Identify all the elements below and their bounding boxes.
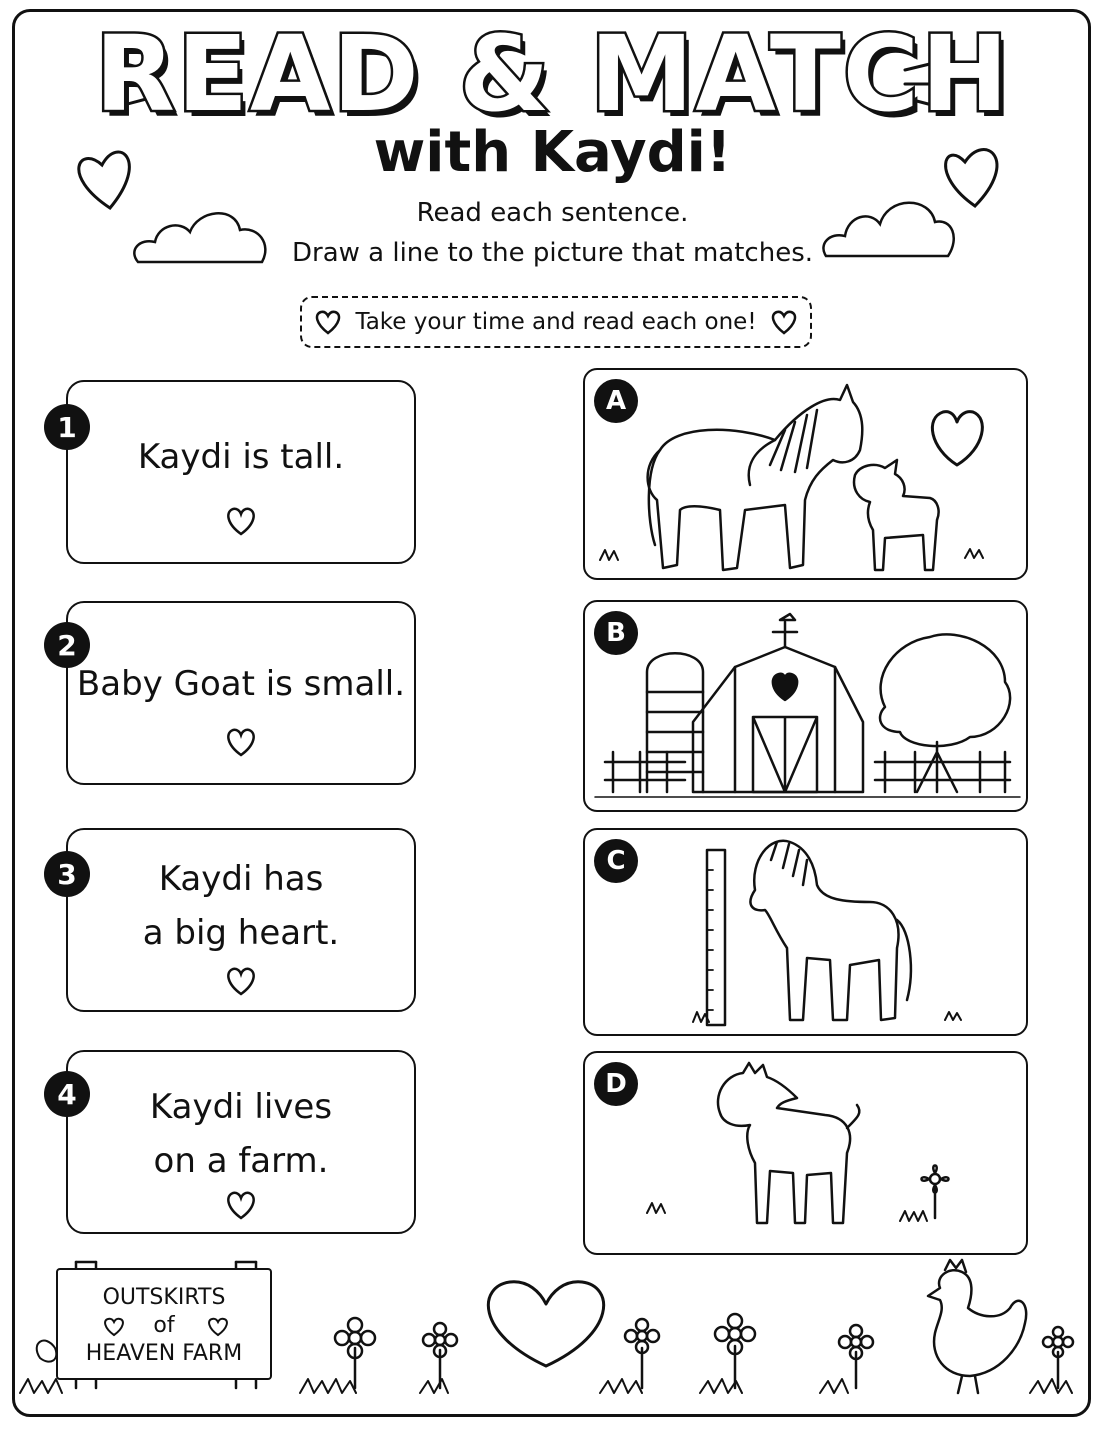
heart-icon [488, 1282, 603, 1366]
heart-icon [102, 1316, 126, 1338]
flower-icon [335, 1318, 375, 1388]
number-badge-4: 4 [44, 1071, 90, 1117]
picture-card-c[interactable] [583, 828, 1028, 1036]
baby-goat-icon [585, 1053, 1028, 1255]
flower-icon [1043, 1327, 1073, 1388]
sentence-text: a big heart. [142, 913, 340, 953]
heart-icon [223, 504, 259, 538]
letter-badge-a: A [594, 379, 638, 423]
picture-card-a[interactable] [583, 368, 1028, 580]
number-badge-1: 1 [44, 404, 90, 450]
sentence-text: Kaydi is tall. [137, 437, 345, 477]
sign-line-1: OUTSKIRTS [102, 1285, 226, 1310]
heart-icon [206, 1316, 230, 1338]
letter-badge-b: B [594, 611, 638, 655]
sentence-text: Kaydi lives [149, 1087, 333, 1127]
tip-box [300, 296, 812, 348]
sentence-text: Kaydi has [158, 859, 324, 899]
sign-line-3: HEAVEN FARM [85, 1341, 243, 1366]
flower-icon [715, 1314, 755, 1388]
letter-badge-d: D [594, 1062, 638, 1106]
sentence-card-2[interactable] [66, 601, 416, 785]
sentence-card-1[interactable] [66, 380, 416, 564]
rooster-icon [928, 1260, 1026, 1393]
number-badge-3: 3 [44, 851, 90, 897]
heart-icon [223, 725, 259, 759]
flower-icon [625, 1319, 659, 1388]
barn-icon [585, 602, 1028, 812]
flower-icon [839, 1325, 873, 1388]
letter-badge-c: C [594, 839, 638, 883]
farm-sign [56, 1268, 272, 1380]
page-title: READ & MATCH [94, 13, 1011, 135]
picture-card-b[interactable] [583, 600, 1028, 812]
sign-line-2: of [153, 1313, 175, 1338]
horse-by-measuring-post-icon [585, 830, 1028, 1036]
page-subtitle: with Kaydi! [373, 120, 732, 185]
heart-icon [223, 964, 259, 998]
flower-icon [423, 1323, 457, 1388]
heart-icon [769, 308, 799, 336]
horse-and-goat-icon [585, 370, 1028, 580]
instruction-line-2: Draw a line to the picture that matches. [291, 238, 814, 268]
sentence-text: Baby Goat is small. [76, 664, 406, 704]
tip-text: Take your time and read each one! [355, 309, 757, 335]
number-badge-2: 2 [44, 622, 90, 668]
picture-card-d[interactable] [583, 1051, 1028, 1255]
heart-icon [313, 308, 343, 336]
sentence-card-3[interactable] [66, 828, 416, 1012]
heart-icon [223, 1188, 259, 1222]
instruction-line-1: Read each sentence. [416, 198, 689, 228]
sentence-text: on a farm. [153, 1141, 329, 1181]
sentence-card-4[interactable] [66, 1050, 416, 1234]
